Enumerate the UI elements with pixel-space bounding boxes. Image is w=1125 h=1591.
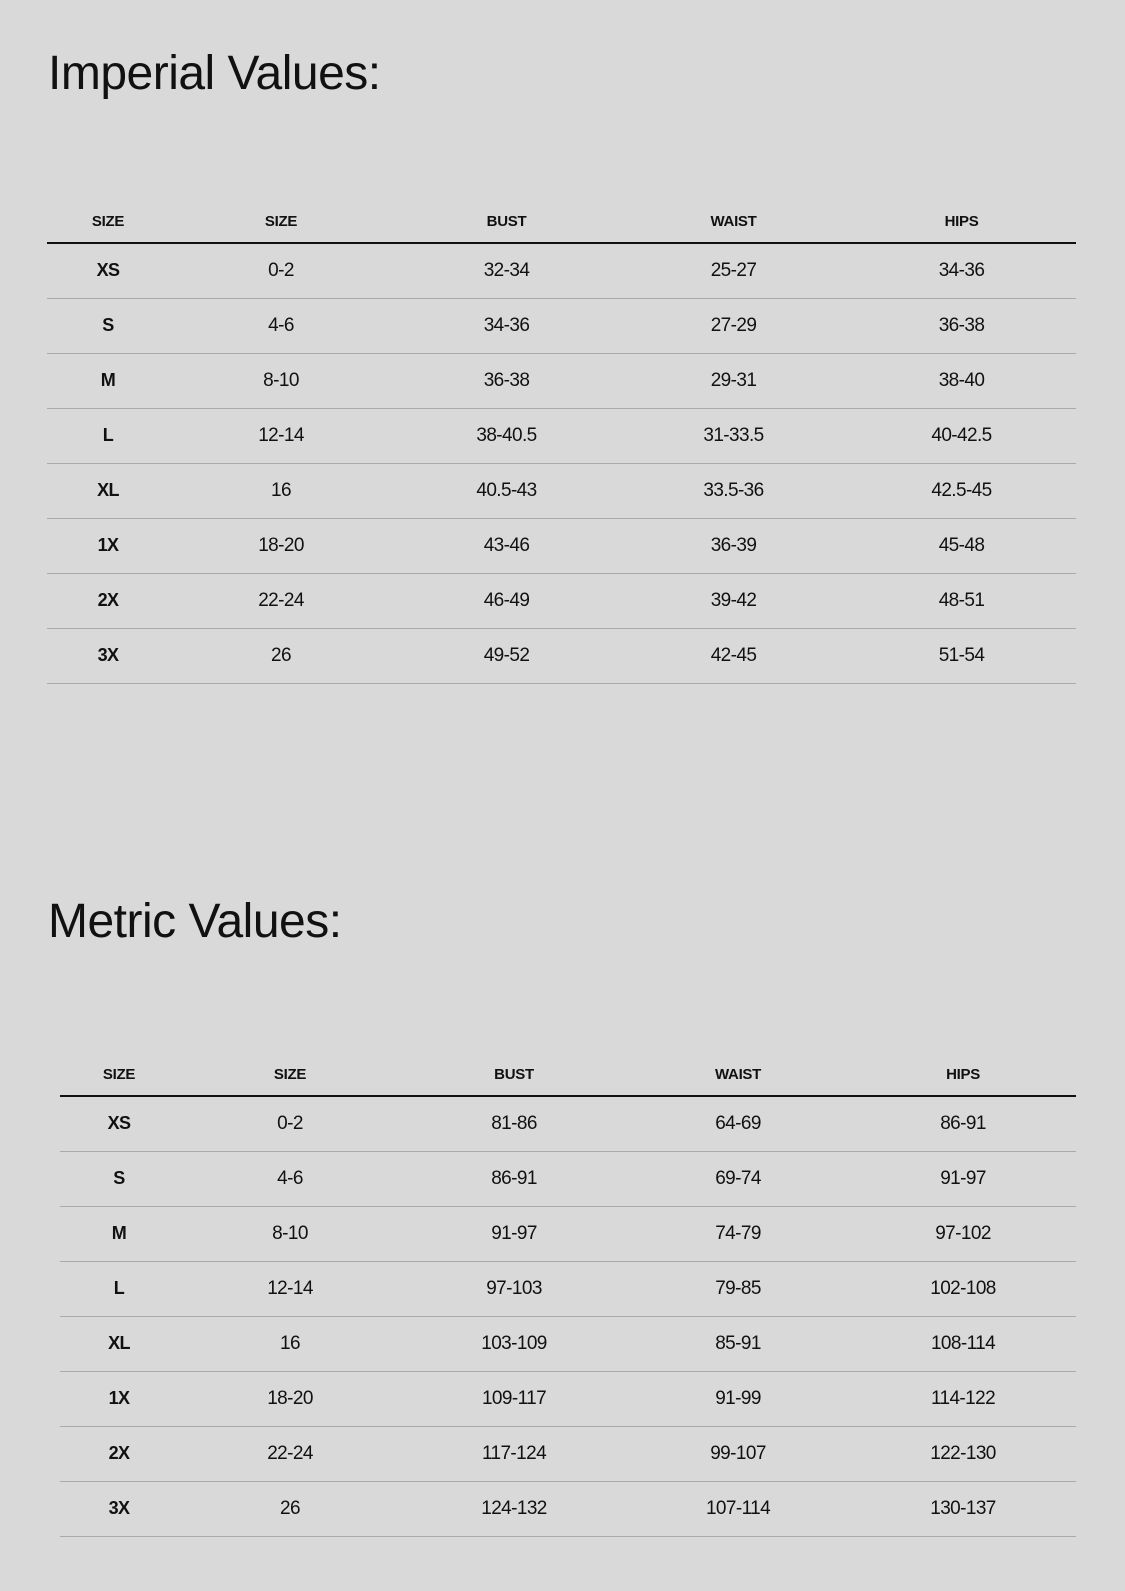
cell-size-numeric: 8-10 <box>169 353 393 408</box>
table-header-row <box>60 1053 1076 1096</box>
cell-bust: 91-97 <box>402 1206 626 1261</box>
cell-hips: 38-40 <box>847 353 1076 408</box>
cell-size-numeric: 22-24 <box>178 1426 402 1481</box>
column-header-size: SIZE <box>47 200 169 243</box>
column-header-hips: HIPS <box>850 1053 1076 1096</box>
column-header-size: SIZE <box>60 1053 178 1096</box>
cell-bust: 49-52 <box>393 628 620 683</box>
table-row <box>47 353 1076 408</box>
cell-size-code: XL <box>47 463 169 518</box>
cell-hips: 45-48 <box>847 518 1076 573</box>
table-row <box>60 1151 1076 1206</box>
cell-size-code: 3X <box>47 628 169 683</box>
cell-waist: 79-85 <box>626 1261 850 1316</box>
cell-waist: 69-74 <box>626 1151 850 1206</box>
cell-waist: 64-69 <box>626 1096 850 1151</box>
cell-bust: 38-40.5 <box>393 408 620 463</box>
cell-size-numeric: 18-20 <box>169 518 393 573</box>
table-row <box>60 1316 1076 1371</box>
cell-size-code: XS <box>47 243 169 298</box>
imperial-title: Imperial Values: <box>48 47 381 100</box>
cell-waist: 31-33.5 <box>620 408 847 463</box>
cell-hips: 42.5-45 <box>847 463 1076 518</box>
cell-bust: 117-124 <box>402 1426 626 1481</box>
cell-hips: 130-137 <box>850 1481 1076 1536</box>
cell-hips: 122-130 <box>850 1426 1076 1481</box>
cell-bust: 32-34 <box>393 243 620 298</box>
cell-bust: 36-38 <box>393 353 620 408</box>
cell-size-code: 3X <box>60 1481 178 1536</box>
cell-hips: 108-114 <box>850 1316 1076 1371</box>
column-header-waist: WAIST <box>626 1053 850 1096</box>
cell-size-numeric: 26 <box>169 628 393 683</box>
cell-size-numeric: 8-10 <box>178 1206 402 1261</box>
cell-size-code: XS <box>60 1096 178 1151</box>
cell-size-numeric: 18-20 <box>178 1371 402 1426</box>
cell-size-code: L <box>47 408 169 463</box>
cell-size-code: XL <box>60 1316 178 1371</box>
column-header-bust: BUST <box>393 200 620 243</box>
cell-size-code: M <box>60 1206 178 1261</box>
cell-bust: 124-132 <box>402 1481 626 1536</box>
table-row <box>47 408 1076 463</box>
table-row <box>47 298 1076 353</box>
cell-bust: 81-86 <box>402 1096 626 1151</box>
cell-size-code: S <box>60 1151 178 1206</box>
imperial-size-table <box>47 200 1076 684</box>
imperial-table-body <box>47 243 1076 683</box>
cell-waist: 85-91 <box>626 1316 850 1371</box>
cell-size-numeric: 12-14 <box>178 1261 402 1316</box>
table-row <box>47 518 1076 573</box>
cell-waist: 36-39 <box>620 518 847 573</box>
cell-size-code: 1X <box>60 1371 178 1426</box>
cell-hips: 34-36 <box>847 243 1076 298</box>
cell-bust: 103-109 <box>402 1316 626 1371</box>
table-header-row <box>47 200 1076 243</box>
cell-size-numeric: 26 <box>178 1481 402 1536</box>
cell-waist: 74-79 <box>626 1206 850 1261</box>
cell-hips: 40-42.5 <box>847 408 1076 463</box>
cell-size-numeric: 16 <box>169 463 393 518</box>
cell-hips: 86-91 <box>850 1096 1076 1151</box>
cell-waist: 42-45 <box>620 628 847 683</box>
metric-table-body <box>60 1096 1076 1536</box>
table-row <box>47 463 1076 518</box>
cell-waist: 25-27 <box>620 243 847 298</box>
table-row <box>47 628 1076 683</box>
cell-size-code: S <box>47 298 169 353</box>
cell-hips: 97-102 <box>850 1206 1076 1261</box>
cell-size-numeric: 12-14 <box>169 408 393 463</box>
table-row <box>60 1096 1076 1151</box>
table-row <box>60 1481 1076 1536</box>
cell-size-code: M <box>47 353 169 408</box>
cell-size-numeric: 16 <box>178 1316 402 1371</box>
table-row <box>60 1371 1076 1426</box>
cell-size-numeric: 4-6 <box>169 298 393 353</box>
cell-waist: 33.5-36 <box>620 463 847 518</box>
column-header-hips: HIPS <box>847 200 1076 243</box>
cell-waist: 27-29 <box>620 298 847 353</box>
table-row <box>60 1426 1076 1481</box>
cell-size-code: 2X <box>47 573 169 628</box>
column-header-size-numeric: SIZE <box>169 200 393 243</box>
cell-size-code: 2X <box>60 1426 178 1481</box>
cell-hips: 102-108 <box>850 1261 1076 1316</box>
cell-waist: 39-42 <box>620 573 847 628</box>
cell-bust: 97-103 <box>402 1261 626 1316</box>
cell-hips: 36-38 <box>847 298 1076 353</box>
cell-hips: 51-54 <box>847 628 1076 683</box>
cell-size-numeric: 0-2 <box>169 243 393 298</box>
cell-hips: 48-51 <box>847 573 1076 628</box>
table-row <box>47 243 1076 298</box>
table-row <box>60 1206 1076 1261</box>
cell-waist: 29-31 <box>620 353 847 408</box>
column-header-size-numeric: SIZE <box>178 1053 402 1096</box>
cell-size-numeric: 4-6 <box>178 1151 402 1206</box>
cell-waist: 99-107 <box>626 1426 850 1481</box>
cell-waist: 91-99 <box>626 1371 850 1426</box>
cell-waist: 107-114 <box>626 1481 850 1536</box>
cell-bust: 34-36 <box>393 298 620 353</box>
cell-size-code: L <box>60 1261 178 1316</box>
cell-size-numeric: 22-24 <box>169 573 393 628</box>
cell-size-numeric: 0-2 <box>178 1096 402 1151</box>
metric-size-table <box>60 1053 1076 1537</box>
cell-size-code: 1X <box>47 518 169 573</box>
cell-bust: 43-46 <box>393 518 620 573</box>
table-row <box>47 573 1076 628</box>
cell-bust: 86-91 <box>402 1151 626 1206</box>
cell-hips: 91-97 <box>850 1151 1076 1206</box>
column-header-waist: WAIST <box>620 200 847 243</box>
column-header-bust: BUST <box>402 1053 626 1096</box>
table-row <box>60 1261 1076 1316</box>
metric-title: Metric Values: <box>48 895 342 948</box>
cell-bust: 109-117 <box>402 1371 626 1426</box>
cell-bust: 46-49 <box>393 573 620 628</box>
cell-bust: 40.5-43 <box>393 463 620 518</box>
cell-hips: 114-122 <box>850 1371 1076 1426</box>
